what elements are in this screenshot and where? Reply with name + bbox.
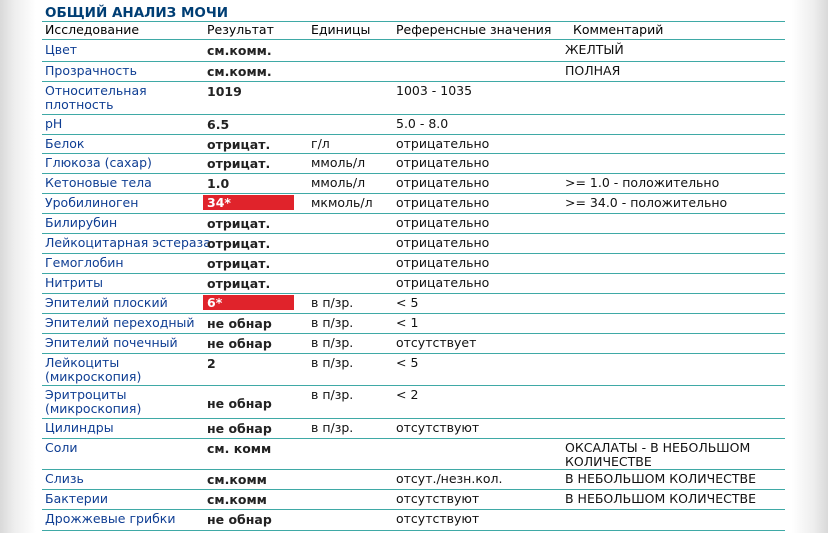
reference-range: < 1 [396, 315, 419, 330]
test-unit: в п/зр. [311, 420, 354, 435]
test-result: 6.5 [207, 117, 230, 132]
test-result: отрицат. [207, 156, 271, 171]
test-name: Бактерии [45, 491, 108, 506]
row-divider [42, 153, 785, 154]
test-comment: ПОЛНАЯ [565, 63, 621, 78]
row-divider [42, 313, 785, 314]
test-unit: в п/зр. [311, 335, 354, 350]
row-divider [42, 61, 785, 62]
reference-range: < 5 [396, 295, 419, 310]
test-unit: мкмоль/л [311, 195, 373, 210]
test-result: 6* [207, 295, 223, 310]
test-unit: в п/зр. [311, 315, 354, 330]
test-name: Нитриты [45, 275, 104, 290]
reference-range: < 2 [396, 387, 419, 402]
test-result: не обнар [207, 336, 272, 351]
test-unit: в п/зр. [311, 295, 354, 310]
test-result: 2 [207, 356, 216, 371]
row-divider [42, 233, 785, 234]
reference-range: отсут./незн.кол. [396, 471, 503, 486]
test-name: Цилиндры [45, 420, 114, 435]
test-name: pH [45, 116, 63, 131]
test-name: Эпителий плоский [45, 295, 168, 310]
test-result: отрицат. [207, 256, 271, 271]
test-name: Кетоновые тела [45, 175, 152, 190]
row-divider [42, 114, 785, 115]
test-comment: >= 1.0 - положительно [565, 175, 720, 190]
row-divider [42, 273, 785, 274]
header-comment: Комментарий [573, 22, 664, 37]
abnormal-result-highlight [203, 195, 294, 210]
test-result: см.комм [207, 492, 267, 507]
header-test: Исследование [45, 22, 140, 37]
test-name: Относительная плотность [45, 83, 147, 112]
test-result: 34* [207, 195, 231, 210]
row-divider [42, 293, 785, 294]
reference-range: отрицательно [396, 275, 490, 290]
test-result: не обнар [207, 316, 272, 331]
test-result: не обнар [207, 512, 272, 527]
reference-range: отрицательно [396, 175, 490, 190]
test-result: см. комм [207, 441, 272, 456]
reference-range: отрицательно [396, 195, 490, 210]
reference-range: отрицательно [396, 255, 490, 270]
row-divider [42, 509, 785, 510]
row-divider [42, 39, 785, 40]
page-shadow-left [0, 0, 36, 533]
reference-range: отсутствуют [396, 511, 480, 526]
test-name: Эпителий переходный [45, 315, 195, 330]
row-divider [42, 385, 785, 386]
test-comment: ОКСАЛАТЫ - В НЕБОЛЬШОМ КОЛИЧЕСТВЕ [565, 440, 751, 469]
reference-range: отрицательно [396, 155, 490, 170]
test-result: отрицат. [207, 137, 271, 152]
test-comment: >= 34.0 - положительно [565, 195, 728, 210]
row-divider [42, 81, 785, 82]
test-result: не обнар [207, 396, 272, 411]
test-comment: В НЕБОЛЬШОМ КОЛИЧЕСТВЕ [565, 471, 756, 486]
row-divider [42, 134, 785, 135]
row-divider [42, 530, 785, 531]
test-result: см.комм [207, 472, 267, 487]
test-unit: ммоль/л [311, 175, 366, 190]
test-result: отрицат. [207, 216, 271, 231]
test-name: Лейкоцитарная эстераза [45, 235, 211, 250]
test-name: Уробилиноген [45, 195, 139, 210]
test-result: 1.0 [207, 176, 230, 191]
header-result: Результат [207, 22, 274, 37]
test-unit: в п/зр. [311, 387, 354, 402]
test-name: Прозрачность [45, 63, 137, 78]
test-result: см.комм. [207, 64, 272, 79]
reference-range: отсутствует [396, 335, 477, 350]
test-name: Глюкоза (сахар) [45, 155, 152, 170]
test-name: Соли [45, 440, 78, 455]
row-divider [42, 489, 785, 490]
test-name: Эпителий почечный [45, 335, 178, 350]
header-unit: Единицы [311, 22, 371, 37]
row-divider [42, 418, 785, 419]
report-title: ОБЩИЙ АНАЛИЗ МОЧИ [45, 5, 229, 21]
row-divider [42, 438, 785, 439]
test-name: Белок [45, 136, 85, 151]
test-name: Эритроциты (микроскопия) [45, 387, 142, 416]
reference-range: отрицательно [396, 136, 490, 151]
test-result: см.комм. [207, 43, 272, 58]
reference-range: < 5 [396, 355, 419, 370]
reference-range: отрицательно [396, 235, 490, 250]
abnormal-result-highlight [203, 295, 294, 310]
header-reference: Референсные значения [396, 22, 552, 37]
row-divider [42, 193, 785, 194]
test-comment: В НЕБОЛЬШОМ КОЛИЧЕСТВЕ [565, 491, 756, 506]
test-result: отрицат. [207, 236, 271, 251]
reference-range: отсутствуют [396, 420, 480, 435]
test-name: Билирубин [45, 215, 118, 230]
row-divider [42, 253, 785, 254]
reference-range: отсутствуют [396, 491, 480, 506]
test-name: Гемоглобин [45, 255, 124, 270]
row-divider [42, 469, 785, 470]
test-unit: в п/зр. [311, 355, 354, 370]
test-name: Слизь [45, 471, 84, 486]
reference-range: 5.0 - 8.0 [396, 116, 449, 131]
test-result: не обнар [207, 421, 272, 436]
test-name: Дрожжевые грибки [45, 511, 176, 526]
test-name: Цвет [45, 42, 78, 57]
test-result: отрицат. [207, 276, 271, 291]
page-shadow-right [792, 0, 828, 533]
row-divider [42, 333, 785, 334]
test-unit: г/л [311, 136, 330, 151]
row-divider [42, 353, 785, 354]
test-name: Лейкоциты (микроскопия) [45, 355, 142, 384]
reference-range: 1003 - 1035 [396, 83, 473, 98]
row-divider [42, 213, 785, 214]
test-comment: ЖЕЛТЫЙ [565, 42, 624, 57]
row-divider [42, 173, 785, 174]
reference-range: отрицательно [396, 215, 490, 230]
test-unit: ммоль/л [311, 155, 366, 170]
test-result: 1019 [207, 84, 242, 99]
